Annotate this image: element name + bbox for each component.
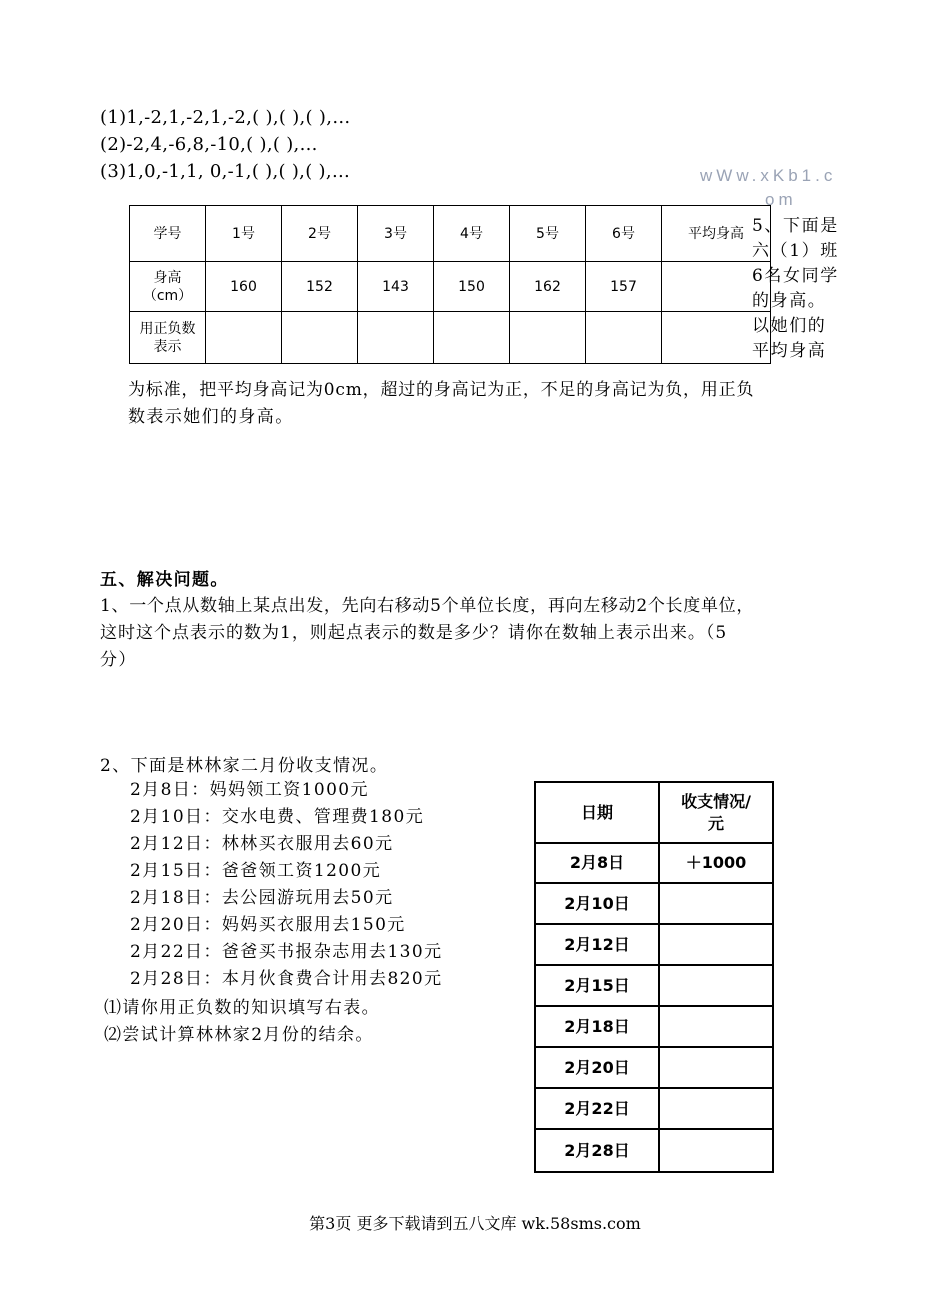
q1-line-3: 分） [100, 650, 137, 670]
problem5-side-line: 六（1）班 [752, 241, 839, 261]
table-header-cell: 4号 [434, 206, 510, 262]
date-cell: 2月12日 [535, 924, 659, 965]
date-cell: 2月20日 [535, 1047, 659, 1088]
list-item: 2月10日：交水电费、管理费180元 [130, 807, 425, 827]
income-expense-table [534, 781, 774, 1173]
section-title: 五、解决问题。 [100, 570, 229, 590]
q2-list [130, 777, 443, 993]
height-value: 152 [282, 262, 358, 312]
list-item: 2月8日：妈妈领工资1000元 [130, 780, 369, 800]
answer-cell [586, 312, 662, 364]
height-value: 157 [586, 262, 662, 312]
list-item: 2月12日：林林买衣服用去60元 [130, 834, 394, 854]
problem5-line-1: 为标准，把平均身高记为0cm，超过的身高记为正，不足的身高记为负，用正负 [128, 380, 755, 400]
page-footer: 第3页 更多下载请到五八文库 wk.58sms.com [309, 1214, 641, 1233]
q2-sub-question-2: ⑵尝试计算林林家2月份的结余。 [104, 1025, 374, 1045]
problem5-side-line: 的身高。 [752, 291, 827, 311]
q2-title: 2、下面是林林家二月份收支情况。 [100, 756, 389, 776]
q1-line-1: 1、一个点从数轴上某点出发，先向右移动5个单位长度，再向左移动2个长度单位， [100, 596, 755, 616]
watermark-text: wWw.xKb1.c [700, 166, 837, 185]
amount-cell [659, 1006, 773, 1047]
height-value: 162 [510, 262, 586, 312]
sequence-line-1: (1)1,-2,1,-2,1,-2,( ),( ),( ),… [100, 107, 351, 128]
date-cell: 2月18日 [535, 1006, 659, 1047]
amount-cell [659, 883, 773, 924]
table-header-cell: 学号 [130, 206, 206, 262]
date-cell: 2月8日 [535, 843, 659, 883]
list-item: 2月20日：妈妈买衣服用去150元 [130, 915, 406, 935]
date-cell: 2月10日 [535, 883, 659, 924]
amount-cell [659, 1129, 773, 1172]
watermark-text-2: om [765, 190, 797, 209]
problem5-line-2: 数表示她们的身高。 [128, 407, 294, 427]
table-header-amount: 收支情况/元 [659, 782, 773, 843]
amount-cell [659, 1047, 773, 1088]
answer-cell [434, 312, 510, 364]
list-item: 2月18日：去公园游玩用去50元 [130, 888, 394, 908]
problem5-side-line: 6名女同学 [752, 266, 839, 286]
amount-cell: ＋1000 [659, 843, 773, 883]
table-header-cell: 1号 [206, 206, 282, 262]
answer-cell [510, 312, 586, 364]
q1-line-2: 这时这个点表示的数为1，则起点表示的数是多少？请你在数轴上表示出来。（5 [100, 623, 728, 643]
date-cell: 2月28日 [535, 1129, 659, 1172]
amount-cell [659, 1088, 773, 1129]
amount-cell [659, 965, 773, 1006]
answer-cell [206, 312, 282, 364]
sequence-line-3: (3)1,0,-1,1, 0,-1,( ),( ),( ),… [100, 161, 351, 182]
table-header-cell: 2号 [282, 206, 358, 262]
table-header-cell: 6号 [586, 206, 662, 262]
list-item: 2月28日：本月伙食费合计用去820元 [130, 969, 443, 989]
height-value: 150 [434, 262, 510, 312]
answer-cell [358, 312, 434, 364]
problem5-side-line: 5、下面是 [752, 216, 839, 236]
problem5-side-line: 以她们的 [752, 316, 827, 336]
date-cell: 2月22日 [535, 1088, 659, 1129]
table-header-cell: 平均身高 [662, 206, 771, 262]
table-header-cell: 3号 [358, 206, 434, 262]
answer-cell [282, 312, 358, 364]
height-table [129, 205, 771, 364]
height-value: 160 [206, 262, 282, 312]
list-item: 2月15日：爸爸领工资1200元 [130, 861, 382, 881]
row-label-sign: 用正负数表示 [130, 312, 206, 364]
list-item: 2月22日：爸爸买书报杂志用去130元 [130, 942, 443, 962]
sequence-line-2: (2)-2,4,-6,8,-10,( ),( ),… [100, 134, 318, 155]
table-header-cell: 5号 [510, 206, 586, 262]
date-cell: 2月15日 [535, 965, 659, 1006]
q2-sub-question-1: ⑴请你用正负数的知识填写右表。 [104, 998, 380, 1018]
problem5-side-text [752, 214, 839, 364]
table-header-date: 日期 [535, 782, 659, 843]
row-label-height: 身高（cm） [130, 262, 206, 312]
amount-cell [659, 924, 773, 965]
height-value: 143 [358, 262, 434, 312]
problem5-side-line: 平均身高 [752, 341, 827, 361]
